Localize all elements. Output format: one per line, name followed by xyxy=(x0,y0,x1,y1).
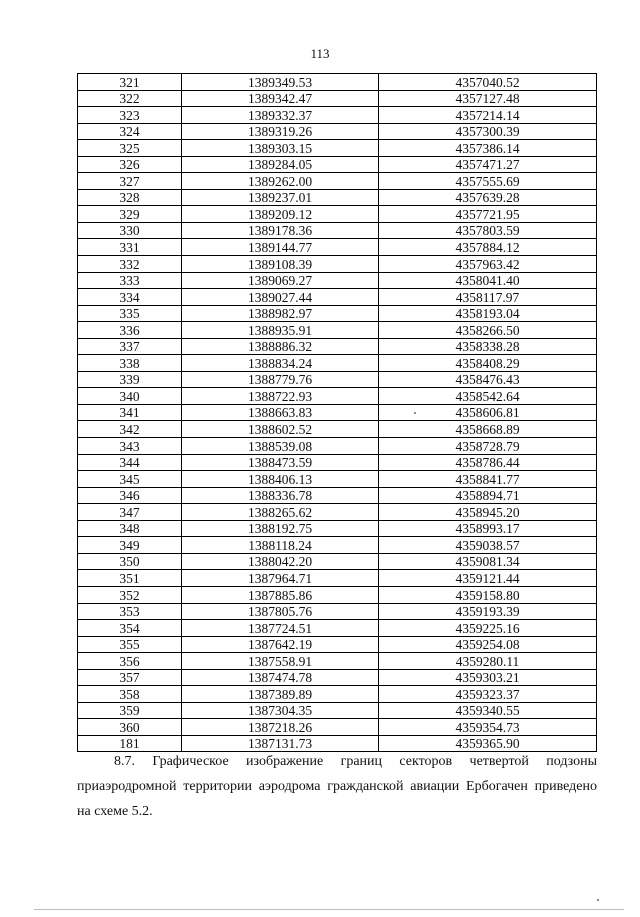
point-number-cell: 341 xyxy=(78,404,182,421)
table-row xyxy=(78,421,597,438)
point-number-cell: 324 xyxy=(78,123,182,140)
x-coordinate-cell: 1388982.97 xyxy=(182,305,379,322)
point-number-cell: 351 xyxy=(78,570,182,587)
y-coordinate-cell: 4358193.04 xyxy=(379,305,597,322)
y-coordinate-cell: 4358786.44 xyxy=(379,454,597,471)
y-coordinate-cell: 4358542.64 xyxy=(379,388,597,405)
point-number-cell: 357 xyxy=(78,669,182,686)
y-coordinate-cell: 4358993.17 xyxy=(379,520,597,537)
y-coordinate-cell: 4359323.37 xyxy=(379,686,597,703)
table-row xyxy=(78,404,597,421)
point-number-cell: 330 xyxy=(78,222,182,239)
point-number-cell: 323 xyxy=(78,107,182,124)
point-number-cell: 332 xyxy=(78,256,182,273)
table-row xyxy=(78,189,597,206)
table-row xyxy=(78,454,597,471)
y-coordinate-cell: 4357214.14 xyxy=(379,107,597,124)
table-row xyxy=(78,487,597,504)
point-number-cell: 331 xyxy=(78,239,182,256)
y-coordinate-cell: 4358408.29 xyxy=(379,355,597,372)
point-number-cell: 327 xyxy=(78,173,182,190)
y-coordinate-cell: 4358945.20 xyxy=(379,504,597,521)
y-coordinate-cell: 4357127.48 xyxy=(379,90,597,107)
table-row xyxy=(78,173,597,190)
table-row xyxy=(78,719,597,736)
y-coordinate-cell: 4359340.55 xyxy=(379,702,597,719)
x-coordinate-cell: 1389332.37 xyxy=(182,107,379,124)
point-number-cell: 355 xyxy=(78,636,182,653)
point-number-cell: 329 xyxy=(78,206,182,223)
x-coordinate-cell: 1388042.20 xyxy=(182,553,379,570)
coordinates-table xyxy=(77,73,597,752)
point-number-cell: 343 xyxy=(78,438,182,455)
y-coordinate-cell: 4357639.28 xyxy=(379,189,597,206)
table-row xyxy=(78,123,597,140)
x-coordinate-cell: 1388779.76 xyxy=(182,371,379,388)
point-number-cell: 181 xyxy=(78,735,182,752)
point-number-cell: 322 xyxy=(78,90,182,107)
y-coordinate-cell: 4359365.90 xyxy=(379,735,597,752)
x-coordinate-cell: 1389349.53 xyxy=(182,74,379,91)
point-number-cell: 338 xyxy=(78,355,182,372)
x-coordinate-cell: 1387885.86 xyxy=(182,586,379,603)
x-coordinate-cell: 1389144.77 xyxy=(182,239,379,256)
y-coordinate-cell: 4359121.44 xyxy=(379,570,597,587)
point-number-cell: 326 xyxy=(78,156,182,173)
point-number-cell: 334 xyxy=(78,289,182,306)
point-number-cell: 354 xyxy=(78,620,182,637)
x-coordinate-cell: 1388722.93 xyxy=(182,388,379,405)
x-coordinate-cell: 1388602.52 xyxy=(182,421,379,438)
x-coordinate-cell: 1387474.78 xyxy=(182,669,379,686)
scan-edge-line xyxy=(34,909,624,910)
point-number-cell: 359 xyxy=(78,702,182,719)
x-coordinate-cell: 1388886.32 xyxy=(182,338,379,355)
table-row xyxy=(78,90,597,107)
x-coordinate-cell: 1389209.12 xyxy=(182,206,379,223)
x-coordinate-cell: 1387642.19 xyxy=(182,636,379,653)
point-number-cell: 344 xyxy=(78,454,182,471)
paragraph-line-2: приаэродромной территории аэродрома гражданской авиации Ербогачен приведено xyxy=(77,779,597,794)
x-coordinate-cell: 1388336.78 xyxy=(182,487,379,504)
x-coordinate-cell: 1389303.15 xyxy=(182,140,379,157)
y-coordinate-cell: 4358606.81 xyxy=(379,404,597,421)
point-number-cell: 325 xyxy=(78,140,182,157)
x-coordinate-cell: 1387805.76 xyxy=(182,603,379,620)
table-row xyxy=(78,289,597,306)
x-coordinate-cell: 1389108.39 xyxy=(182,256,379,273)
table-row xyxy=(78,438,597,455)
x-coordinate-cell: 1389178.36 xyxy=(182,222,379,239)
table-row xyxy=(78,570,597,587)
y-coordinate-cell: 4358728.79 xyxy=(379,438,597,455)
table-row xyxy=(78,388,597,405)
x-coordinate-cell: 1389237.01 xyxy=(182,189,379,206)
y-coordinate-cell: 4359158.80 xyxy=(379,586,597,603)
y-coordinate-cell: 4358841.77 xyxy=(379,471,597,488)
x-coordinate-cell: 1387304.35 xyxy=(182,702,379,719)
point-number-cell: 340 xyxy=(78,388,182,405)
y-coordinate-cell: 4357040.52 xyxy=(379,74,597,91)
x-coordinate-cell: 1388406.13 xyxy=(182,471,379,488)
paragraph-line-1: 8.7. Графическое изображение границ секторов четвертой подзоны xyxy=(114,754,597,769)
point-number-cell: 336 xyxy=(78,322,182,339)
point-number-cell: 349 xyxy=(78,537,182,554)
y-coordinate-cell: 4357300.39 xyxy=(379,123,597,140)
table-row xyxy=(78,537,597,554)
table-row xyxy=(78,239,597,256)
table-row xyxy=(78,305,597,322)
x-coordinate-cell: 1389262.00 xyxy=(182,173,379,190)
y-coordinate-cell: 4359354.73 xyxy=(379,719,597,736)
y-coordinate-cell: 4359254.08 xyxy=(379,636,597,653)
x-coordinate-cell: 1389027.44 xyxy=(182,289,379,306)
point-number-cell: 321 xyxy=(78,74,182,91)
x-coordinate-cell: 1388265.62 xyxy=(182,504,379,521)
y-coordinate-cell: 4358117.97 xyxy=(379,289,597,306)
y-coordinate-cell: 4358266.50 xyxy=(379,322,597,339)
paragraph-line-3: на схеме 5.2. xyxy=(77,804,153,819)
x-coordinate-cell: 1388539.08 xyxy=(182,438,379,455)
table-row xyxy=(78,371,597,388)
x-coordinate-cell: 1389069.27 xyxy=(182,272,379,289)
y-coordinate-cell: 4357721.95 xyxy=(379,206,597,223)
table-row xyxy=(78,603,597,620)
x-coordinate-cell: 1389342.47 xyxy=(182,90,379,107)
x-coordinate-cell: 1389284.05 xyxy=(182,156,379,173)
y-coordinate-cell: 4358894.71 xyxy=(379,487,597,504)
table-row xyxy=(78,74,597,91)
table-row xyxy=(78,322,597,339)
table-row xyxy=(78,272,597,289)
table-row xyxy=(78,140,597,157)
x-coordinate-cell: 1387964.71 xyxy=(182,570,379,587)
x-coordinate-cell: 1387131.73 xyxy=(182,735,379,752)
point-number-cell: 345 xyxy=(78,471,182,488)
point-number-cell: 356 xyxy=(78,653,182,670)
table-row xyxy=(78,338,597,355)
point-number-cell: 328 xyxy=(78,189,182,206)
scan-speck xyxy=(597,899,599,901)
table-row xyxy=(78,156,597,173)
y-coordinate-cell: 4359280.11 xyxy=(379,653,597,670)
x-coordinate-cell: 1388663.83 xyxy=(182,404,379,421)
table-row xyxy=(78,355,597,372)
point-number-cell: 353 xyxy=(78,603,182,620)
page-number: 113 xyxy=(310,46,330,61)
y-coordinate-cell: 4358476.43 xyxy=(379,371,597,388)
y-coordinate-cell: 4359193.39 xyxy=(379,603,597,620)
x-coordinate-cell: 1388935.91 xyxy=(182,322,379,339)
point-number-cell: 358 xyxy=(78,686,182,703)
table-row xyxy=(78,620,597,637)
point-number-cell: 360 xyxy=(78,719,182,736)
coordinates-table-body xyxy=(78,74,597,752)
x-coordinate-cell: 1387218.26 xyxy=(182,719,379,736)
table-row xyxy=(78,686,597,703)
point-number-cell: 333 xyxy=(78,272,182,289)
table-row xyxy=(78,256,597,273)
point-number-cell: 352 xyxy=(78,586,182,603)
point-number-cell: 342 xyxy=(78,421,182,438)
y-coordinate-cell: 4357884.12 xyxy=(379,239,597,256)
point-number-cell: 339 xyxy=(78,371,182,388)
table-row xyxy=(78,222,597,239)
point-number-cell: 350 xyxy=(78,553,182,570)
table-row xyxy=(78,504,597,521)
y-coordinate-cell: 4357963.42 xyxy=(379,256,597,273)
x-coordinate-cell: 1389319.26 xyxy=(182,123,379,140)
scan-speck xyxy=(414,412,416,414)
y-coordinate-cell: 4359038.57 xyxy=(379,537,597,554)
y-coordinate-cell: 4359081.34 xyxy=(379,553,597,570)
point-number-cell: 348 xyxy=(78,520,182,537)
table-row xyxy=(78,553,597,570)
table-row xyxy=(78,471,597,488)
x-coordinate-cell: 1388834.24 xyxy=(182,355,379,372)
point-number-cell: 347 xyxy=(78,504,182,521)
x-coordinate-cell: 1387389.89 xyxy=(182,686,379,703)
y-coordinate-cell: 4358041.40 xyxy=(379,272,597,289)
x-coordinate-cell: 1388192.75 xyxy=(182,520,379,537)
table-row xyxy=(78,669,597,686)
table-row xyxy=(78,107,597,124)
y-coordinate-cell: 4359225.16 xyxy=(379,620,597,637)
y-coordinate-cell: 4358338.28 xyxy=(379,338,597,355)
table-row xyxy=(78,702,597,719)
x-coordinate-cell: 1388473.59 xyxy=(182,454,379,471)
y-coordinate-cell: 4357555.69 xyxy=(379,173,597,190)
table-row xyxy=(78,586,597,603)
y-coordinate-cell: 4357471.27 xyxy=(379,156,597,173)
x-coordinate-cell: 1388118.24 xyxy=(182,537,379,554)
point-number-cell: 337 xyxy=(78,338,182,355)
x-coordinate-cell: 1387558.91 xyxy=(182,653,379,670)
section-paragraph xyxy=(77,749,597,824)
y-coordinate-cell: 4359303.21 xyxy=(379,669,597,686)
table-row xyxy=(78,636,597,653)
x-coordinate-cell: 1387724.51 xyxy=(182,620,379,637)
table-row xyxy=(78,206,597,223)
table-row xyxy=(78,653,597,670)
y-coordinate-cell: 4357386.14 xyxy=(379,140,597,157)
point-number-cell: 346 xyxy=(78,487,182,504)
y-coordinate-cell: 4358668.89 xyxy=(379,421,597,438)
table-row xyxy=(78,520,597,537)
point-number-cell: 335 xyxy=(78,305,182,322)
y-coordinate-cell: 4357803.59 xyxy=(379,222,597,239)
